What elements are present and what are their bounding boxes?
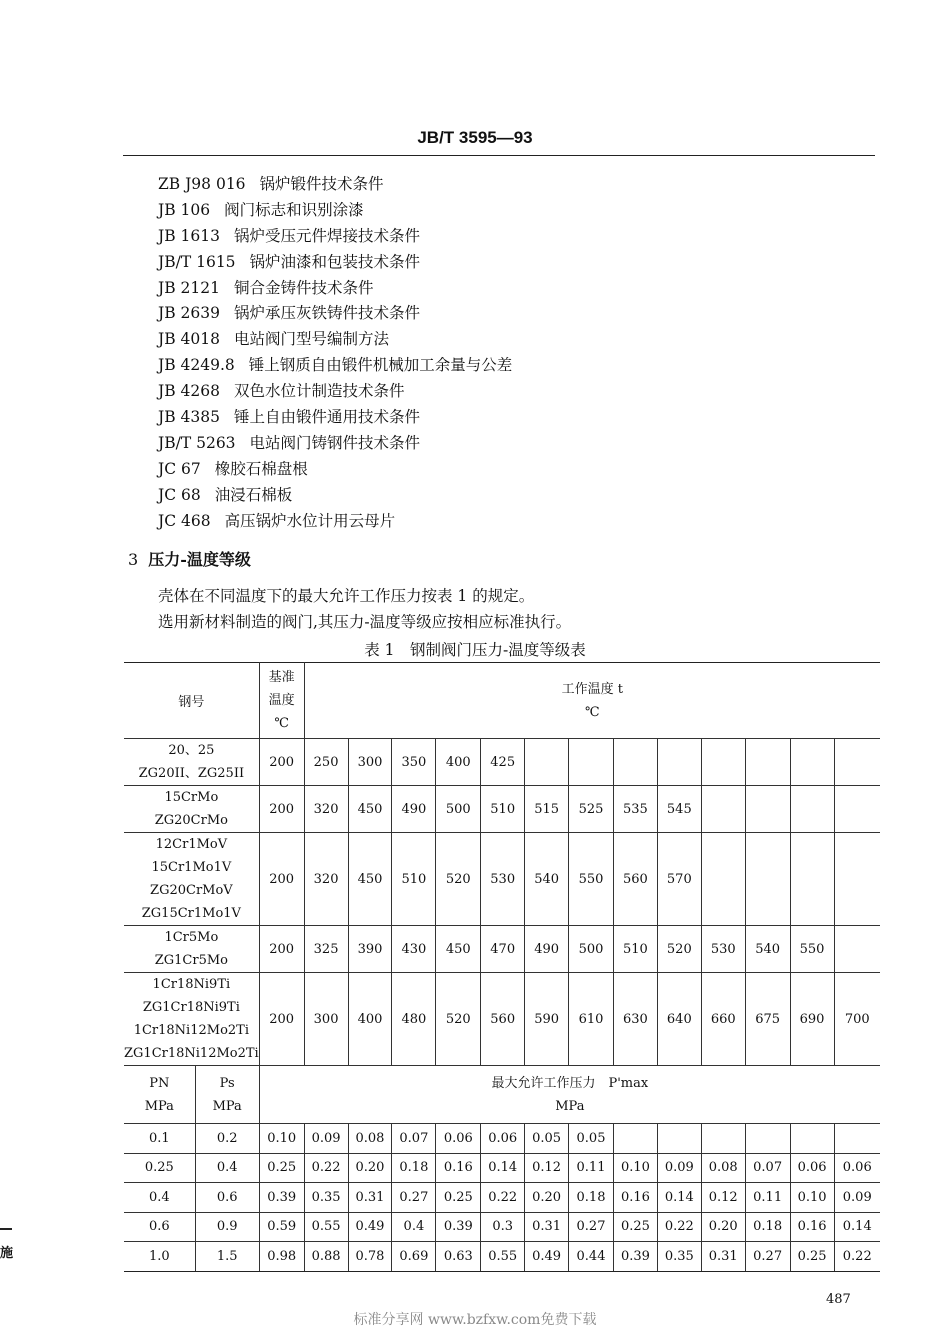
pressure-value-cell xyxy=(745,1124,790,1154)
pressure-value-cell: 0.09 xyxy=(657,1153,701,1183)
pressure-value-cell: 0.06 xyxy=(436,1124,481,1154)
steel-grade: ZG1Cr18Ni12Mo2Ti xyxy=(124,1046,259,1061)
pressure-row xyxy=(124,1212,880,1242)
work-temp-cell: 510 xyxy=(481,786,525,833)
pressure-value-cell: 0.3 xyxy=(481,1212,525,1242)
work-temp-cell xyxy=(745,833,790,926)
pressure-row xyxy=(124,1124,880,1154)
work-temp-cell: 300 xyxy=(304,973,348,1066)
pressure-value-cell: 0.4 xyxy=(392,1212,436,1242)
work-temp-cell: 515 xyxy=(525,786,569,833)
pressure-value-cell: 0.35 xyxy=(304,1183,348,1213)
work-temp-cell: 430 xyxy=(392,926,436,973)
reference-title: 锤上自由锻件通用技术条件 xyxy=(233,408,420,427)
work-temp-cell: 530 xyxy=(481,833,525,926)
pressure-value-cell: 0.39 xyxy=(613,1242,657,1272)
edge-line xyxy=(0,1228,12,1230)
steel-grade: 1Cr18Ni12Mo2Ti xyxy=(133,1023,249,1038)
pressure-value-cell: 0.88 xyxy=(304,1242,348,1272)
pressure-value-cell: 0.55 xyxy=(304,1212,348,1242)
pressure-value-cell: 0.69 xyxy=(392,1242,436,1272)
reference-item xyxy=(158,198,512,224)
pressure-value-cell: 0.25 xyxy=(790,1242,834,1272)
pressure-value-cell: 0.22 xyxy=(657,1212,701,1242)
pressure-value-cell: 0.14 xyxy=(834,1212,880,1242)
reference-item xyxy=(158,405,512,431)
pressure-value-cell: 0.14 xyxy=(481,1153,525,1183)
reference-title: 电站阀门型号编制方法 xyxy=(233,330,389,349)
work-temp-cell: 350 xyxy=(392,739,436,786)
page-header: JB/T 3595—93 xyxy=(417,128,533,147)
reference-code: JB 4268 xyxy=(158,382,220,401)
steel-grade: ZG20CrMoV xyxy=(150,883,233,898)
steel-grade-cell xyxy=(124,926,259,973)
reference-item xyxy=(158,509,512,535)
reference-item xyxy=(158,431,512,457)
work-temp-cell xyxy=(745,786,790,833)
pressure-value-cell xyxy=(790,1124,834,1154)
pressure-value-cell: 0.07 xyxy=(392,1124,436,1154)
work-temp-cell: 325 xyxy=(304,926,348,973)
pressure-value-cell: 0.59 xyxy=(259,1212,304,1242)
reference-item xyxy=(158,301,512,327)
pressure-value-cell: 0.16 xyxy=(436,1153,481,1183)
work-temp-cell: 560 xyxy=(613,833,657,926)
reference-title: 锅炉受压元件焊接技术条件 xyxy=(233,226,420,245)
reference-item xyxy=(158,353,512,379)
pressure-value-cell: 0.06 xyxy=(481,1124,525,1154)
reference-item xyxy=(158,483,512,509)
work-temp-cell: 690 xyxy=(790,973,834,1066)
ps-cell: 0.2 xyxy=(195,1124,259,1154)
work-temp-cell xyxy=(569,739,614,786)
pressure-value-cell: 0.98 xyxy=(259,1242,304,1272)
work-temp-cell: 500 xyxy=(436,786,481,833)
pressure-value-cell: 0.11 xyxy=(745,1183,790,1213)
section-number: 3 xyxy=(128,550,139,569)
reference-item xyxy=(158,457,512,483)
steel-row xyxy=(124,786,880,833)
reference-item xyxy=(158,379,512,405)
work-temp-cell: 550 xyxy=(569,833,614,926)
work-temp-cell xyxy=(790,786,834,833)
steel-grade: 12Cr1MoV xyxy=(155,837,228,852)
work-temp-cell: 520 xyxy=(436,833,481,926)
reference-code: JC 468 xyxy=(158,511,211,530)
work-temp-cell xyxy=(701,833,745,926)
work-temp-cell: 450 xyxy=(348,786,392,833)
pressure-value-cell: 0.31 xyxy=(525,1212,569,1242)
pressure-value-cell xyxy=(834,1124,880,1154)
pressure-value-cell: 0.20 xyxy=(348,1153,392,1183)
work-temp-cell: 490 xyxy=(525,926,569,973)
base-temp-cell: 200 xyxy=(259,926,304,973)
steel-grade-header: 钢号 xyxy=(124,663,259,739)
work-temp-cell: 425 xyxy=(481,739,525,786)
ps-header: Ps MPa xyxy=(195,1066,259,1124)
base-temp-header: 基准 温度 ℃ xyxy=(259,663,304,739)
reference-title: 铜合金铸件技术条件 xyxy=(233,278,374,297)
pressure-value-cell: 0.10 xyxy=(259,1124,304,1154)
work-temp-cell: 480 xyxy=(392,973,436,1066)
work-temp-cell: 390 xyxy=(348,926,392,973)
work-temp-cell: 675 xyxy=(745,973,790,1066)
paragraph-2: 选用新材料制造的阀门,其压力-温度等级应按相应标准执行。 xyxy=(158,613,572,631)
pressure-value-cell: 0.22 xyxy=(481,1183,525,1213)
reference-item xyxy=(158,224,512,250)
reference-code: JB/T 5263 xyxy=(158,433,236,452)
steel-grade: ZG1Cr18Ni9Ti xyxy=(142,1000,240,1015)
work-temp-cell: 400 xyxy=(348,973,392,1066)
pressure-value-cell: 0.20 xyxy=(525,1183,569,1213)
base-temp-cell: 200 xyxy=(259,833,304,926)
pressure-value-cell: 0.08 xyxy=(701,1153,745,1183)
work-temp-cell: 450 xyxy=(436,926,481,973)
pressure-value-cell xyxy=(613,1124,657,1154)
reference-list xyxy=(158,172,512,534)
pn-cell: 0.1 xyxy=(124,1124,195,1154)
pressure-value-cell: 0.11 xyxy=(569,1153,614,1183)
work-temp-cell xyxy=(701,739,745,786)
pressure-value-cell: 0.12 xyxy=(701,1183,745,1213)
steel-row xyxy=(124,926,880,973)
pressure-value-cell: 0.35 xyxy=(657,1242,701,1272)
base-temp-cell: 200 xyxy=(259,786,304,833)
reference-code: JB 4385 xyxy=(158,408,220,427)
work-temp-cell: 520 xyxy=(657,926,701,973)
pressure-value-cell: 0.10 xyxy=(613,1153,657,1183)
work-temp-cell: 250 xyxy=(304,739,348,786)
base-temp-cell: 200 xyxy=(259,973,304,1066)
pressure-value-cell: 0.07 xyxy=(745,1153,790,1183)
pn-cell: 0.6 xyxy=(124,1212,195,1242)
work-temp-cell: 320 xyxy=(304,786,348,833)
section-title: 压力-温度等级 xyxy=(148,550,251,569)
steel-grade: ZG1Cr5Mo xyxy=(154,953,228,968)
work-temp-cell: 510 xyxy=(392,833,436,926)
pressure-row xyxy=(124,1153,880,1183)
pn-cell: 0.25 xyxy=(124,1153,195,1183)
section-heading xyxy=(128,547,251,570)
work-temp-cell: 545 xyxy=(657,786,701,833)
max-pressure-header: 最大允许工作压力 P'max MPa xyxy=(259,1066,880,1124)
work-temp-cell xyxy=(745,739,790,786)
work-temp-cell: 540 xyxy=(525,833,569,926)
reference-title: 橡胶石棉盘根 xyxy=(214,459,308,478)
reference-title: 电站阀门铸钢件技术条件 xyxy=(249,433,421,452)
reference-title: 锅炉锻件技术条件 xyxy=(259,175,384,193)
pressure-value-cell: 0.39 xyxy=(259,1183,304,1213)
pressure-value-cell: 0.27 xyxy=(745,1242,790,1272)
work-temp-cell xyxy=(834,833,880,926)
steel-row xyxy=(124,739,880,786)
work-temp-cell: 535 xyxy=(613,786,657,833)
reference-code: JB 4018 xyxy=(158,330,220,349)
work-temp-cell xyxy=(834,739,880,786)
work-temp-cell xyxy=(834,926,880,973)
reference-code: JB 2121 xyxy=(158,278,220,297)
pressure-value-cell: 0.08 xyxy=(348,1124,392,1154)
reference-title: 锤上钢质自由锻件机械加工余量与公差 xyxy=(248,356,513,375)
pressure-value-cell: 0.49 xyxy=(348,1212,392,1242)
work-temp-cell: 530 xyxy=(701,926,745,973)
pressure-header-row xyxy=(124,1066,880,1124)
reference-item xyxy=(158,172,512,198)
steel-grade: ZG15Cr1Mo1V xyxy=(141,906,241,921)
work-temp-cell: 640 xyxy=(657,973,701,1066)
pressure-row xyxy=(124,1242,880,1272)
work-temp-cell: 610 xyxy=(569,973,614,1066)
reference-title: 双色水位计制造技术条件 xyxy=(233,382,405,401)
steel-grade: 15CrMo xyxy=(164,790,219,805)
work-temp-cell: 300 xyxy=(348,739,392,786)
pressure-value-cell: 0.31 xyxy=(701,1242,745,1272)
reference-title: 锅炉油漆和包装技术条件 xyxy=(249,252,421,271)
pressure-value-cell: 0.63 xyxy=(436,1242,481,1272)
work-temp-cell xyxy=(790,739,834,786)
reference-item xyxy=(158,276,512,302)
work-temp-cell: 320 xyxy=(304,833,348,926)
pressure-value-cell: 0.25 xyxy=(613,1212,657,1242)
pressure-value-cell: 0.18 xyxy=(745,1212,790,1242)
reference-code: JC 67 xyxy=(158,459,201,478)
steel-grade-cell xyxy=(124,973,259,1066)
work-temp-cell xyxy=(834,786,880,833)
pressure-value-cell xyxy=(701,1124,745,1154)
work-temp-cell: 590 xyxy=(525,973,569,1066)
pn-header: PN MPa xyxy=(124,1066,195,1124)
pressure-value-cell: 0.25 xyxy=(259,1153,304,1183)
base-temp-cell: 200 xyxy=(259,739,304,786)
steel-grade: ZG20II、ZG25II xyxy=(138,766,245,781)
pn-cell: 0.4 xyxy=(124,1183,195,1213)
edge-character: 施 xyxy=(0,1246,14,1261)
pressure-value-cell xyxy=(657,1124,701,1154)
reference-code: JB 4249.8 xyxy=(158,356,235,375)
work-temp-cell: 570 xyxy=(657,833,701,926)
work-temp-cell: 470 xyxy=(481,926,525,973)
pressure-value-cell: 0.09 xyxy=(834,1183,880,1213)
reference-code: JB 106 xyxy=(158,200,211,219)
reference-title: 锅炉承压灰铁铸件技术条件 xyxy=(233,304,420,323)
pressure-value-cell: 0.14 xyxy=(657,1183,701,1213)
pressure-row xyxy=(124,1183,880,1213)
steel-grade-cell xyxy=(124,833,259,926)
work-temp-cell: 700 xyxy=(834,973,880,1066)
header-rule xyxy=(123,155,875,156)
pressure-value-cell: 0.06 xyxy=(834,1153,880,1183)
ps-cell: 0.4 xyxy=(195,1153,259,1183)
pressure-value-cell: 0.09 xyxy=(304,1124,348,1154)
steel-row xyxy=(124,973,880,1066)
work-temp-cell xyxy=(525,739,569,786)
work-temp-cell: 560 xyxy=(481,973,525,1066)
watermark-footer: 标准分享网 www.bzfxw.com免费下载 xyxy=(353,1312,597,1328)
pressure-value-cell: 0.06 xyxy=(790,1153,834,1183)
pressure-value-cell: 0.18 xyxy=(569,1183,614,1213)
reference-title: 阀门标志和识别涂漆 xyxy=(224,200,364,219)
pressure-value-cell: 0.25 xyxy=(436,1183,481,1213)
pressure-value-cell: 0.10 xyxy=(790,1183,834,1213)
reference-code: JB/T 1615 xyxy=(158,252,236,271)
steel-grade: ZG20CrMo xyxy=(154,813,228,828)
pressure-value-cell: 0.12 xyxy=(525,1153,569,1183)
work-temp-cell: 450 xyxy=(348,833,392,926)
pressure-value-cell: 0.18 xyxy=(392,1153,436,1183)
work-temp-cell: 500 xyxy=(569,926,614,973)
pressure-value-cell: 0.39 xyxy=(436,1212,481,1242)
reference-code: JB 1613 xyxy=(158,226,220,245)
pressure-temperature-table xyxy=(124,662,880,1272)
work-temp-cell: 490 xyxy=(392,786,436,833)
pressure-value-cell: 0.05 xyxy=(525,1124,569,1154)
pressure-value-cell: 0.44 xyxy=(569,1242,614,1272)
steel-row xyxy=(124,833,880,926)
work-temp-cell: 525 xyxy=(569,786,614,833)
reference-item xyxy=(158,250,512,276)
pressure-value-cell: 0.27 xyxy=(569,1212,614,1242)
reference-code: ZB J98 016 xyxy=(158,175,246,193)
pressure-value-cell: 0.20 xyxy=(701,1212,745,1242)
work-temp-cell: 510 xyxy=(613,926,657,973)
steel-grade: 15Cr1Mo1V xyxy=(151,860,232,875)
pressure-value-cell: 0.49 xyxy=(525,1242,569,1272)
table-caption: 表 1 钢制阀门压力-温度等级表 xyxy=(364,641,586,659)
work-temp-cell xyxy=(613,739,657,786)
reference-code: JC 68 xyxy=(158,485,201,504)
ps-cell: 0.9 xyxy=(195,1212,259,1242)
work-temp-cell: 550 xyxy=(790,926,834,973)
work-temp-cell: 400 xyxy=(436,739,481,786)
pn-cell: 1.0 xyxy=(124,1242,195,1272)
paragraph-1: 壳体在不同温度下的最大允许工作压力按表 1 的规定。 xyxy=(158,587,535,605)
reference-title: 油浸石棉板 xyxy=(214,485,293,504)
reference-code: JB 2639 xyxy=(158,304,220,323)
work-temp-header: 工作温度 t ℃ xyxy=(304,663,880,739)
steel-grade-cell xyxy=(124,739,259,786)
pressure-value-cell: 0.16 xyxy=(613,1183,657,1213)
work-temp-cell xyxy=(790,833,834,926)
reference-item xyxy=(158,327,512,353)
steel-grade-cell xyxy=(124,786,259,833)
work-temp-cell xyxy=(701,786,745,833)
pressure-value-cell: 0.27 xyxy=(392,1183,436,1213)
steel-grade: 1Cr18Ni9Ti xyxy=(152,977,231,992)
pressure-value-cell: 0.16 xyxy=(790,1212,834,1242)
pressure-value-cell: 0.31 xyxy=(348,1183,392,1213)
pressure-value-cell: 0.22 xyxy=(304,1153,348,1183)
work-temp-cell: 520 xyxy=(436,973,481,1066)
work-temp-cell: 540 xyxy=(745,926,790,973)
page-number: 487 xyxy=(826,1292,851,1307)
ps-cell: 0.6 xyxy=(195,1183,259,1213)
steel-grade: 1Cr5Mo xyxy=(164,930,219,945)
pressure-value-cell: 0.78 xyxy=(348,1242,392,1272)
pressure-value-cell: 0.05 xyxy=(569,1124,614,1154)
pressure-value-cell: 0.22 xyxy=(834,1242,880,1272)
work-temp-cell: 660 xyxy=(701,973,745,1066)
ps-cell: 1.5 xyxy=(195,1242,259,1272)
work-temp-cell: 630 xyxy=(613,973,657,1066)
pressure-value-cell: 0.55 xyxy=(481,1242,525,1272)
work-temp-cell xyxy=(657,739,701,786)
reference-title: 高压锅炉水位计用云母片 xyxy=(224,511,396,530)
steel-grade: 20、25 xyxy=(168,743,215,758)
